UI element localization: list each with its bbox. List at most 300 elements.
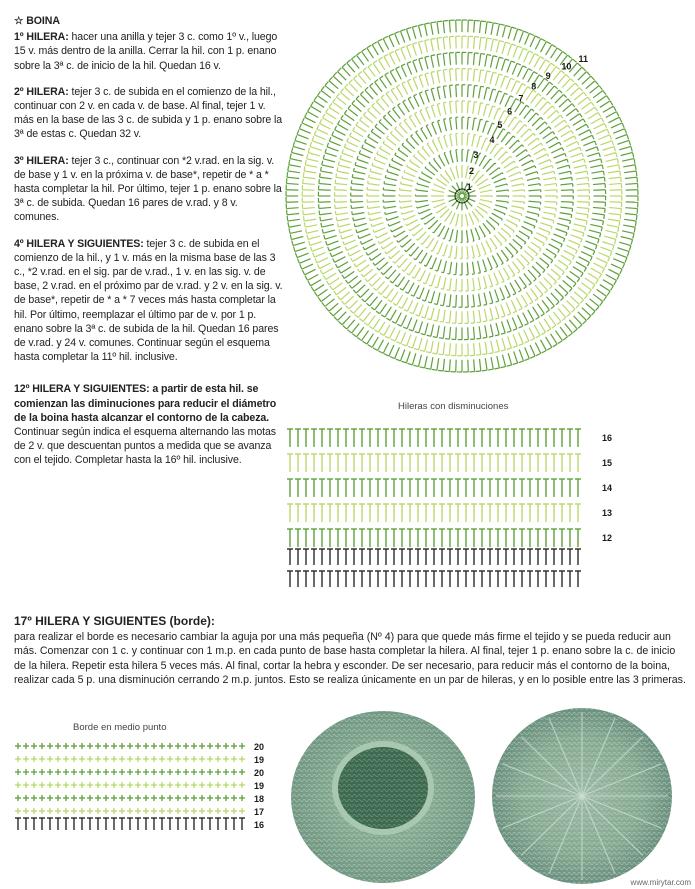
chart-stitch [333,98,336,102]
chart-stitch [407,62,411,64]
chart-stitch [434,158,435,159]
chart-stitch [391,251,400,259]
chart-stitch [368,345,372,348]
chart-stitch [531,94,538,104]
chart-stitch [393,303,396,305]
chart-stitch [533,307,540,317]
chart-stitch [499,41,504,42]
chart-stitch [492,173,503,179]
chart-stitch [484,271,486,272]
chart-stitch [581,273,583,277]
chart-stitch [496,301,499,302]
chart-stitch [441,272,443,273]
chart-stitch [431,72,434,84]
chart-stitch [534,237,545,243]
chart-stitch [559,99,568,107]
chart-stitch [377,268,379,271]
chart-stitch [574,224,586,227]
chart-stitch [414,285,419,296]
chart-stitch [479,343,480,355]
chart-stitch [407,63,412,74]
chart-stitch [536,254,538,256]
chart-stitch [503,268,509,279]
chart-stitch [536,317,540,319]
chart-stitch [413,61,417,72]
chart-stitch [623,263,625,268]
chart-stitch [524,323,528,325]
chart-stitch [510,211,522,215]
chart-stitch [357,327,364,337]
chart-stitch [330,312,334,316]
chart-stitch [378,60,384,70]
chart-stitch [287,216,288,221]
chart-stitch [532,266,541,275]
chart-stitch [545,190,557,191]
chart-stitch [501,281,504,282]
decrease-row-number: 16 [602,433,613,443]
chart-stitch [321,294,331,301]
chart-stitch [441,174,442,175]
chart-stitch [341,267,351,274]
chart-stitch [573,267,583,274]
chart-stitch [473,294,474,306]
chart-stitch [352,59,360,68]
chart-stitch [595,245,597,249]
chart-stitch [481,37,486,38]
chart-stitch [478,277,480,289]
chart-stitch [473,102,475,114]
chart-stitch [595,107,598,111]
chart-stitch [564,94,567,97]
chart-stitch [594,263,605,269]
chart-stitch [496,57,499,69]
chart-stitch [396,69,402,80]
chart-stitch [566,300,575,309]
chart-stitch [336,287,346,295]
chart-stitch [450,294,451,306]
chart-stitch [419,93,424,104]
chart-stitch [549,244,560,250]
chart-stitch [516,235,526,242]
chart-stitch [456,230,458,242]
chart-stitch [373,263,375,266]
chart-stitch [425,57,428,69]
chart-stitch [570,79,573,82]
chart-stitch [528,113,536,122]
chart-stitch [513,145,522,153]
chart-stitch [341,235,342,239]
chart-stitch [483,223,490,233]
chart-stitch [385,212,397,215]
chart-stitch [406,351,410,363]
chart-stitch [295,248,307,252]
chart-stitch [485,22,487,34]
border-instructions [14,614,686,688]
chart-stitch [497,144,499,145]
chart-stitch [503,25,506,37]
chart-stitch [485,358,487,370]
chart-stitch [521,160,532,166]
chart-stitch [311,102,314,106]
row-12-text: Continuar según indica el esquema alternando las motas de 2 v. que descuentan puntos a medida que se avanza con el tejido. Completar hasta la 16º hil. inclusive. [14,426,276,467]
chart-stitch [588,112,598,118]
chart-stitch [498,224,499,225]
chart-stitch [576,124,587,130]
chart-stitch [593,190,605,191]
chart-stitch [499,91,502,92]
chart-stitch [385,307,392,317]
chart-stitch [420,350,425,351]
chart-stitch [549,315,556,325]
chart-stitch [437,293,440,305]
chart-stitch [432,141,438,152]
chart-stitch [501,263,503,264]
chart-stitch [519,31,523,42]
chart-stitch [591,102,594,106]
chart-stitch [484,293,487,305]
chart-stitch [293,242,305,245]
chart-stitch [518,332,523,343]
chart-stitch [383,296,386,298]
chart-stitch [473,327,474,339]
chart-stitch [617,140,629,144]
chart-stitch [515,280,521,290]
chart-stitch [372,163,373,166]
chart-stitch [387,172,399,176]
chart-stitch [291,237,303,240]
chart-stitch [432,140,434,141]
chart-stitch [422,213,433,219]
chart-stitch [356,285,365,293]
chart-stitch [388,300,391,302]
chart-stitch [519,105,526,115]
chart-stitch [586,165,587,169]
chart-stitch [345,88,354,96]
chart-stitch [546,137,556,143]
chart-stitch [288,166,289,171]
chart-stitch [576,109,579,112]
chart-stitch [338,262,349,268]
chart-stitch [483,175,484,176]
chart-stitch [329,141,340,146]
chart-stitch [371,307,374,310]
chart-stitch [323,230,335,233]
chart-stitch [556,110,559,113]
chart-stitch [400,245,402,247]
chart-stitch [444,119,447,131]
chart-stitch [539,258,549,266]
chart-stitch [547,347,552,350]
chart-stitch [427,144,434,154]
chart-stitch [581,102,591,109]
chart-stitch [508,265,515,275]
chart-stitch [494,368,499,369]
chart-stitch [325,153,337,157]
chart-stitch [468,327,469,339]
chart-stitch [607,291,610,295]
chart-stitch [391,131,393,133]
chart-stitch [443,86,446,87]
chart-stitch [539,322,545,332]
chart-stitch [322,161,323,165]
chart-stitch [299,129,310,134]
chart-stitch [420,270,425,281]
chart-stitch [387,136,389,138]
chart-stitch [590,165,602,168]
chart-stitch [402,82,405,84]
chart-stitch [402,211,414,215]
chart-stitch [365,142,376,148]
chart-stitch [438,259,442,271]
chart-stitch [431,105,434,106]
chart-stitch [468,311,469,323]
chart-stitch [357,337,361,340]
chart-stitch [304,166,305,171]
chart-stitch [409,229,410,231]
chart-stitch [502,321,506,333]
chart-stitch [431,56,434,68]
decrease-row-number: 15 [602,458,613,468]
chart-stitch [401,332,406,343]
chart-stitch [438,236,439,237]
chart-stitch [416,239,417,240]
chart-stitch [403,102,409,112]
chart-stitch [499,24,504,25]
chart-stitch [336,97,346,105]
chart-stitch [297,253,308,257]
chart-stitch [323,159,335,162]
chart-stitch [372,45,378,55]
chart-stitch [495,205,507,208]
chart-stitch [563,104,572,112]
chart-stitch [456,246,457,258]
chart-stitch [525,341,529,343]
chart-stitch [541,165,553,169]
chart-stitch [635,221,636,226]
chart-stitch [392,321,396,323]
chart-stitch [438,137,440,138]
chart-stitch [553,221,554,224]
chart-stitch [347,138,349,141]
chart-stitch [556,137,558,140]
chart-stitch [502,173,503,174]
chart-stitch [410,224,420,231]
chart-stitch [373,319,380,329]
chart-stitch [574,165,586,168]
chart-stitch [433,337,437,338]
chart-stitch [561,255,571,261]
chart-stitch [539,228,550,233]
chart-stitch [595,141,597,145]
chart-stitch [326,241,327,245]
chart-stitch [622,159,634,162]
chart-stitch [367,45,371,48]
chart-stitch [438,121,442,133]
chart-stitch [345,296,354,304]
chart-stitch [556,229,567,233]
chart-stitch [353,290,356,293]
chart-stitch [568,99,571,102]
chart-stitch [622,123,624,128]
chart-stitch [559,285,568,293]
chart-stitch [572,104,575,107]
chart-stitch [550,160,551,163]
chart-stitch [578,245,580,249]
chart-stitch [419,321,423,333]
chart-stitch [494,273,499,284]
chart-stitch [333,76,342,84]
chart-stitch [354,171,366,174]
chart-stitch [519,344,523,346]
chart-stitch [534,148,545,154]
chart-stitch [524,287,527,289]
chart-stitch [542,82,549,92]
chart-stitch [337,171,349,173]
chart-stitch [501,350,506,351]
chart-stitch [428,302,431,303]
chart-stitch [555,289,564,298]
chart-stitch [536,220,537,222]
chart-stitch [528,310,534,321]
chart-stitch [553,312,561,322]
chart-stitch [498,232,507,241]
chart-stitch [430,268,432,269]
chart-stitch [427,143,429,144]
chart-stitch [443,359,444,371]
chart-stitch [561,190,573,191]
chart-stitch [431,275,435,287]
chart-stitch [318,297,321,301]
chart-stitch [347,245,358,250]
chart-stitch [493,89,496,90]
chart-stitch [487,38,492,39]
chart-stitch [303,172,304,177]
chart-stitch [327,241,338,245]
chart-stitch [513,136,515,138]
chart-stitch [413,60,417,61]
chart-stitch [308,112,319,118]
chart-stitch [348,330,352,333]
chart-stitch [443,343,444,355]
chart-stitch [297,134,308,138]
chart-stitch [490,238,497,248]
chart-stitch [308,281,311,286]
chart-stitch [595,81,598,85]
chart-stitch [505,178,506,179]
chart-stitch [593,251,595,255]
chart-stitch [507,320,511,331]
chart-stitch [314,135,325,140]
chart-stitch [341,115,343,119]
chart-stitch [487,55,491,56]
chart-stitch [404,119,406,121]
chart-stitch [591,219,603,221]
chart-stitch [383,115,385,117]
chart-stitch [572,59,576,62]
chart-stitch [507,331,511,332]
chart-stitch [620,269,622,274]
chart-stitch [543,270,545,272]
chart-stitch [538,275,540,277]
chart-stitch [479,171,480,172]
chart-stitch [608,269,619,274]
chart-stitch [327,281,330,285]
chart-stitch [385,178,397,181]
chart-stitch [354,224,355,227]
chart-stitch [372,106,381,115]
chart-stitch [625,177,637,178]
chart-stitch [402,298,408,309]
chart-stitch [502,148,503,149]
chart-stitch [478,256,480,257]
chart-stitch [519,155,529,161]
chart-stitch [490,251,492,252]
chart-stitch [509,236,510,237]
chart-stitch [386,289,393,299]
chart-stitch [590,86,599,94]
chart-stitch [538,94,541,96]
chart-stitch [418,213,419,214]
chart-stitch [425,340,428,352]
chart-stitch [321,223,322,227]
chart-stitch [576,262,587,268]
chart-stitch [508,336,512,348]
chart-stitch [574,292,583,300]
chart-stitch [347,63,355,72]
chart-stitch [418,24,423,25]
chart-stitch [486,121,488,122]
chart-stitch [443,310,445,322]
chart-stitch [443,238,444,239]
chart-stitch [546,45,552,55]
chart-stitch [541,340,547,351]
chart-stitch [560,207,572,208]
chart-stitch [437,276,440,288]
chart-stitch [425,74,429,86]
chart-stitch [416,297,419,298]
chart-stitch [288,219,300,221]
chart-stitch [420,109,423,110]
chart-stitch [481,86,484,87]
chart-row-number: 4 [489,134,495,145]
chart-stitch [361,274,363,277]
chart-stitch [390,72,396,83]
chart-stitch [396,313,402,324]
chart-stitch [396,342,400,344]
chart-stitch [383,342,388,353]
chart-stitch [548,102,551,105]
chart-stitch [425,41,428,53]
chart-stitch [493,23,498,24]
chart-stitch [579,130,590,136]
chart-stitch [529,129,531,131]
chart-stitch [571,215,572,218]
chart-stitch [543,212,555,214]
chart-stitch [519,277,526,287]
chart-stitch [510,156,511,157]
chart-stitch [337,296,340,300]
chart-stitch [584,268,586,272]
chart-stitch [369,177,381,179]
chart-stitch [450,134,452,146]
chart-stitch [554,171,555,174]
chart-stitch [429,162,430,163]
chart-stitch [619,117,621,122]
chart-stitch [443,294,445,306]
chart-stitch [390,310,396,321]
chart-stitch [338,161,339,165]
chart-stitch [348,253,350,256]
